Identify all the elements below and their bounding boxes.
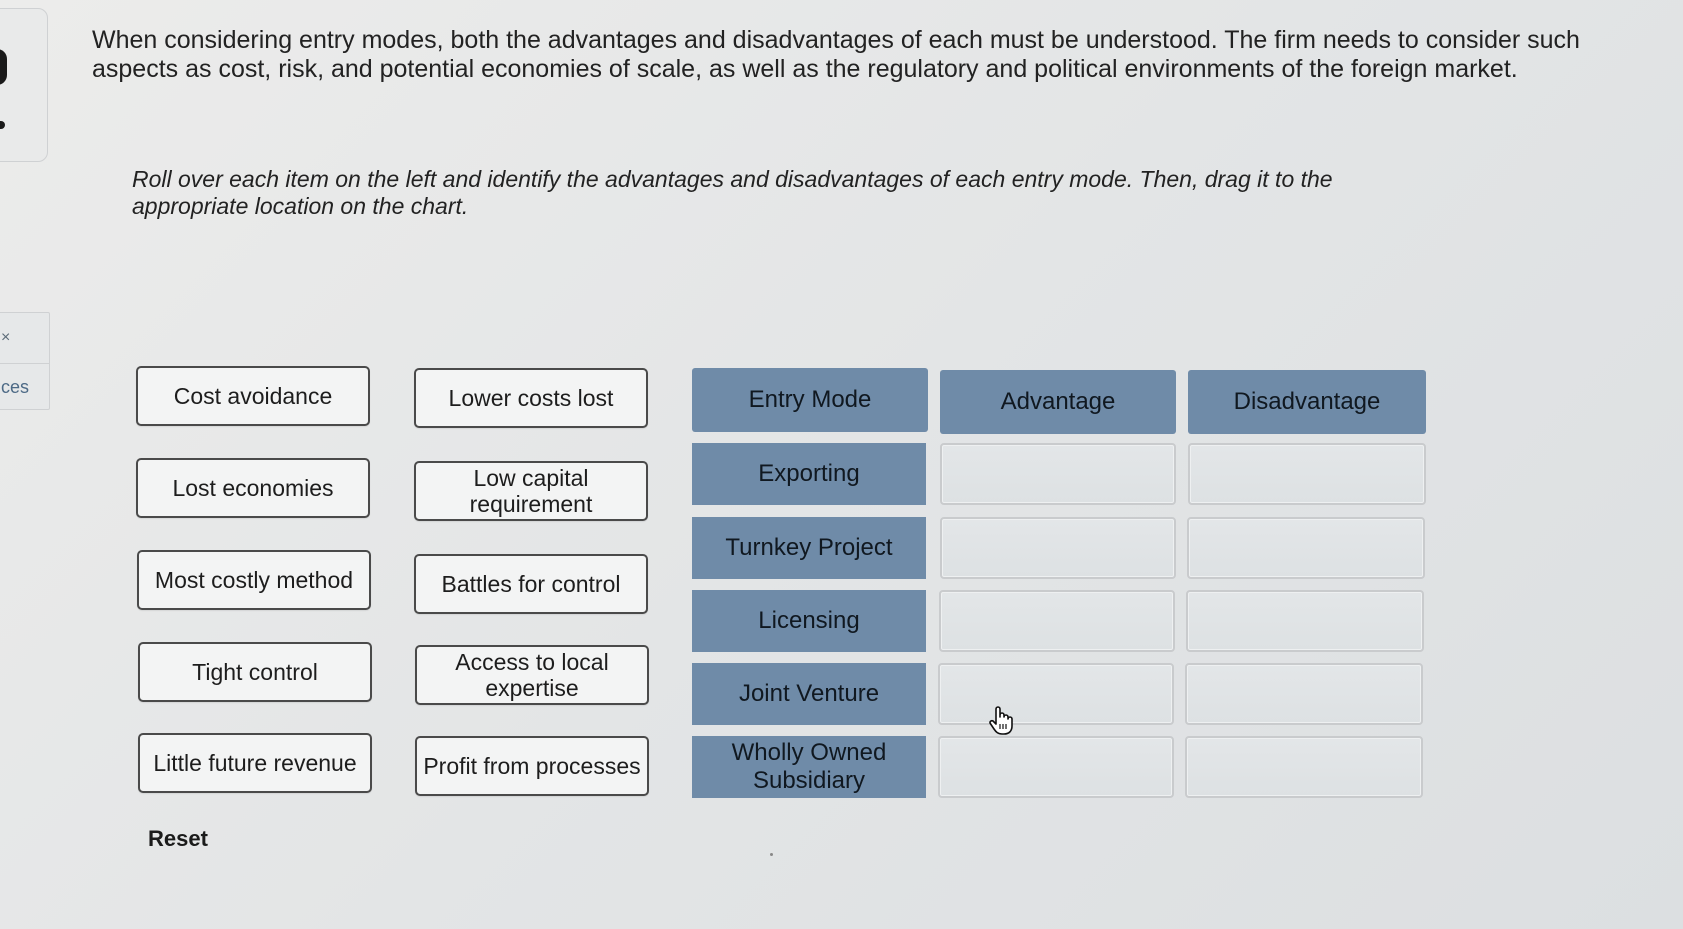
entry-mode-wholly-owned: Wholly Owned Subsidiary — [692, 736, 926, 798]
drag-item[interactable]: Tight control — [138, 642, 372, 702]
close-icon[interactable]: × — [1, 329, 11, 346]
drag-item[interactable]: Battles for control — [414, 554, 648, 614]
entry-mode-exporting: Exporting — [692, 443, 926, 505]
advantage-drop-slot[interactable] — [938, 736, 1174, 798]
disadvantage-drop-slot[interactable] — [1185, 663, 1423, 725]
rail-marker-small — [0, 121, 5, 129]
header-entry-mode: Entry Mode — [692, 368, 928, 432]
entry-mode-turnkey: Turnkey Project — [692, 517, 926, 579]
left-rail — [0, 8, 48, 162]
decorative-dot — [770, 853, 773, 856]
disadvantage-drop-slot[interactable] — [1188, 443, 1426, 505]
disadvantage-drop-slot[interactable] — [1186, 590, 1424, 652]
side-tab[interactable] — [0, 312, 50, 410]
intro-text: When considering entry modes, both the advantages and disadvantages of each must be understood. The firm needs to consider such aspects as cost, risk, and potential economies of scale, as well as the regulatory and political environments of the foreign market. — [92, 26, 1580, 83]
entry-mode-joint-venture: Joint Venture — [692, 663, 926, 725]
advantage-drop-slot[interactable] — [940, 517, 1176, 579]
disadvantage-drop-slot[interactable] — [1185, 736, 1423, 798]
rail-marker — [0, 49, 7, 85]
hand-cursor-icon — [988, 704, 1018, 736]
advantage-drop-slot[interactable] — [939, 590, 1175, 652]
advantage-drop-slot[interactable] — [938, 663, 1174, 725]
entry-mode-licensing: Licensing — [692, 590, 926, 652]
reset-button[interactable]: Reset — [148, 826, 208, 851]
disadvantage-drop-slot[interactable] — [1187, 517, 1425, 579]
instruction-text: Roll over each item on the left and identify the advantages and disadvantages of each entry mode. Then, drag it to the appropriate location on the chart. — [132, 166, 1333, 219]
header-disadvantage: Disadvantage — [1188, 370, 1426, 434]
drag-item[interactable]: Access to local expertise — [415, 645, 649, 705]
advantage-drop-slot[interactable] — [940, 443, 1176, 505]
side-tab-label[interactable]: ces — [1, 377, 30, 397]
drag-item[interactable]: Cost avoidance — [136, 366, 370, 426]
drag-item[interactable]: Lower costs lost — [414, 368, 648, 428]
drag-item[interactable]: Low capital requirement — [414, 461, 648, 521]
drag-item[interactable]: Profit from processes — [415, 736, 649, 796]
drag-item[interactable]: Lost economies — [136, 458, 370, 518]
header-advantage: Advantage — [940, 370, 1176, 434]
side-tab-divider — [0, 363, 49, 364]
drag-item[interactable]: Most costly method — [137, 550, 371, 610]
drag-item[interactable]: Little future revenue — [138, 733, 372, 793]
